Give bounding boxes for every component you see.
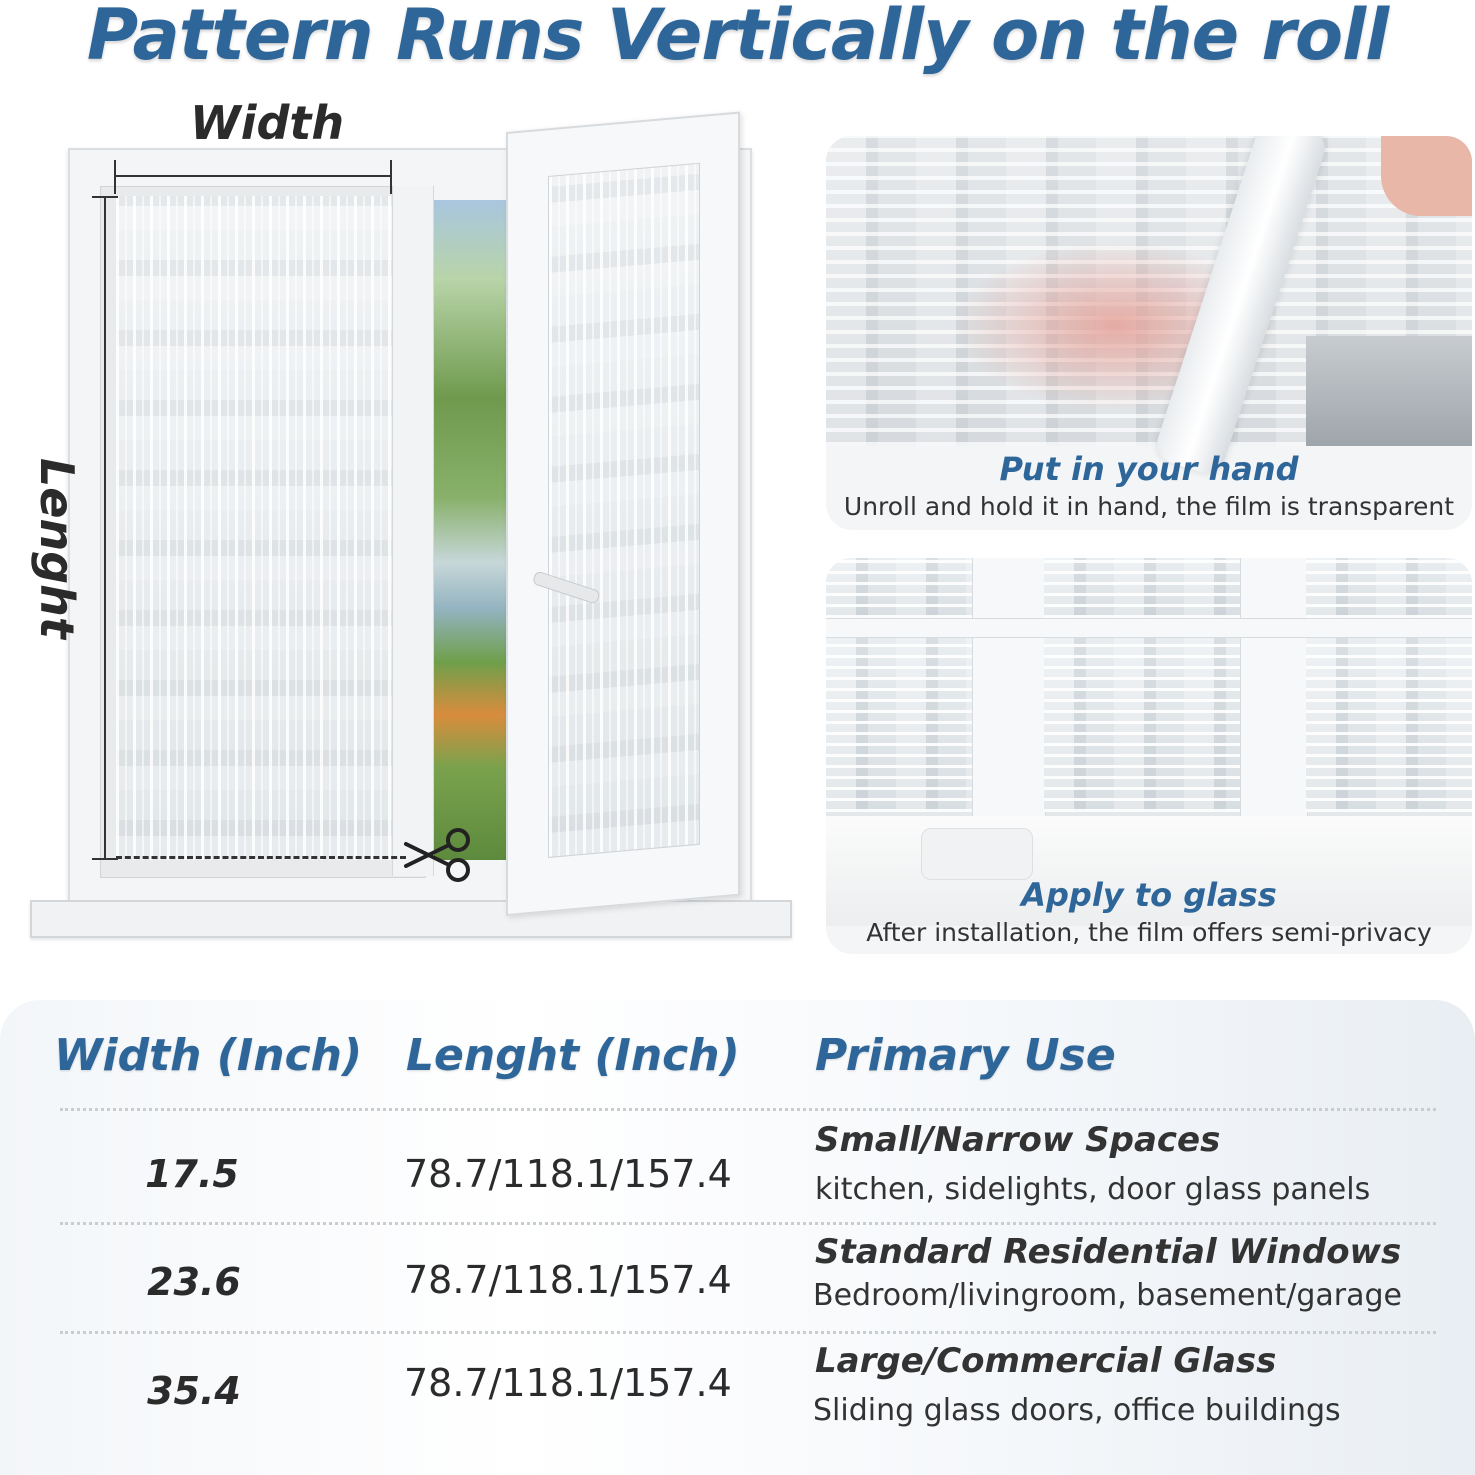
window-mullion (972, 558, 1046, 818)
table-divider (60, 1222, 1436, 1225)
table-row (0, 1335, 1475, 1445)
window-diagram (0, 0, 800, 960)
frosted-glass-pane (116, 196, 394, 860)
cushion (921, 828, 1033, 880)
row-primary-use: Standard Residential Windows (815, 1232, 1402, 1272)
card-title: Put in your hand (999, 450, 1299, 488)
row-width-value: 23.6 (147, 1260, 241, 1304)
window-mullion (1240, 558, 1308, 818)
row-length-value: 78.7/118.1/157.4 (404, 1152, 732, 1196)
card-subtitle: After installation, the film offers semi-privacy (866, 918, 1432, 947)
table-header-primary-use: Primary Use (815, 1030, 1116, 1081)
window-sill (30, 900, 792, 938)
width-tick-left (114, 160, 116, 194)
row-use-description: kitchen, sidelights, door glass panels (815, 1172, 1371, 1207)
window-pane (1044, 558, 1240, 618)
row-primary-use: Large/Commercial Glass (815, 1341, 1277, 1381)
film-roll (1152, 136, 1330, 478)
length-tick-bottom (92, 858, 118, 860)
row-width-value: 35.4 (147, 1369, 241, 1413)
window-rail (826, 618, 1472, 638)
table-divider (60, 1331, 1436, 1334)
window-pane (826, 558, 972, 618)
table-divider (60, 1108, 1436, 1111)
table-row (0, 1112, 1475, 1220)
row-length-value: 78.7/118.1/157.4 (404, 1361, 732, 1405)
row-length-value: 78.7/118.1/157.4 (404, 1258, 732, 1302)
room-window-photo (826, 558, 1472, 868)
row-primary-use: Small/Narrow Spaces (815, 1120, 1221, 1160)
length-label: Lenght (30, 458, 84, 639)
hand-demo-card (826, 136, 1472, 530)
sleeve (1306, 336, 1472, 446)
applied-demo-caption (826, 876, 1472, 947)
garden-view (432, 200, 512, 860)
hand-behind-film-photo (826, 136, 1472, 446)
row-width-value: 17.5 (145, 1152, 239, 1196)
page-title: Pattern Runs Vertically on the roll (86, 0, 1389, 76)
row-use-description: Bedroom/livingroom, basement/garage (813, 1278, 1403, 1313)
window-pane (1306, 558, 1472, 618)
window-mullion (392, 186, 434, 876)
row-use-description: Sliding glass doors, office buildings (813, 1393, 1341, 1428)
window-pane (1306, 636, 1472, 812)
width-measure-line (114, 175, 392, 177)
window-pane (826, 636, 972, 812)
width-label: Width (190, 96, 345, 150)
cut-line (116, 856, 406, 859)
sash-frosted-glass (548, 163, 700, 858)
hand-demo-caption (826, 450, 1472, 521)
table-row (0, 1226, 1475, 1330)
table-header-width: Width (Inch) (54, 1030, 363, 1081)
window-pane (1044, 636, 1240, 812)
size-table (0, 1000, 1475, 1475)
table-header-length: Lenght (Inch) (406, 1030, 740, 1081)
applied-demo-card (826, 558, 1472, 954)
scissors-icon (402, 826, 474, 884)
width-tick-right (390, 160, 392, 194)
card-title: Apply to glass (1021, 876, 1277, 914)
length-measure-line (104, 196, 106, 860)
holding-hand (1381, 136, 1472, 216)
card-subtitle: Unroll and hold it in hand, the film is transparent (843, 492, 1455, 521)
length-tick-top (92, 196, 118, 198)
